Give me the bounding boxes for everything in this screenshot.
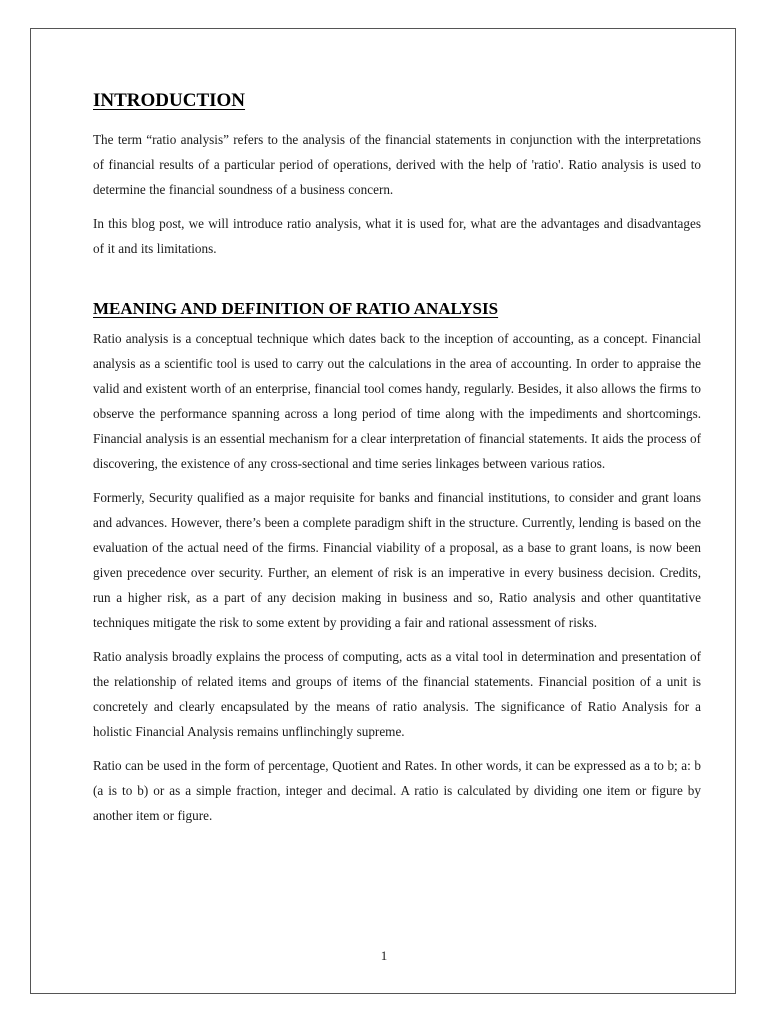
intro-paragraph-1: The term “ratio analysis” refers to the analysis of the financial statements in conjunction with the interpretations of financial results of a particular period of operations, derived with the help of 'ratio'. Ratio analysis is used to determine the financial soundness of a business concern. (93, 132, 701, 197)
section-heading-introduction: INTRODUCTION (93, 90, 246, 111)
meaning-paragraph-2: Formerly, Security qualified as a major requisite for banks and financial institutions, to consider and grant loans and advances. However, there’s been a complete paradigm shift in the structure. Currently, lending is based on the evaluation of the actual need of the firms. Financial viability of a proposal, as a base to grant loans, is now been given precedence over security. Further, an element of risk is an imperative in every business decision. Credits, run a higher risk, as a part of any decision making in business and so, Ratio analysis and other quantitative techniques mitigate the risk to some extent by providing a fair and rational assessment of risks. (93, 490, 701, 630)
meaning-paragraph-4: Ratio can be used in the form of percentage, Quotient and Rates. In other words, it can be expressed as a to b; a: b (a is to b) or as a simple fraction, integer and decimal. A ratio is calculated by dividing one item or figure by another item or figure. (93, 758, 701, 823)
section-heading-meaning: MEANING AND DEFINITION OF RATIO ANALYSIS (93, 299, 499, 318)
page-number: 1 (380, 948, 388, 963)
document-body (93, 86, 701, 837)
meaning-paragraph-1: Ratio analysis is a conceptual technique which dates back to the inception of accounting, as a concept. Financial analysis as a scientific tool is used to carry out the calculations in the area of accounting. In order to appraise the valid and existent worth of an enterprise, financial tool comes handy, regularly. Besides, it also allows the firms to observe the performance spanning across a long period of time along with the impediments and shortcomings. Financial analysis is an essential mechanism for a clear interpretation of financial statements. It aids the process of discovering, the existence of any cross-sectional and time series linkages between various ratios. (93, 331, 701, 471)
intro-paragraph-2: In this blog post, we will introduce ratio analysis, what it is used for, what are the advantages and disadvantages of it and its limitations. (93, 216, 701, 256)
meaning-paragraph-3: Ratio analysis broadly explains the process of computing, acts as a vital tool in determination and presentation of the relationship of related items and groups of items of the financial statements. Financial position of a unit is concretely and clearly encapsulated by the means of ratio analysis. The significance of Ratio Analysis for a holistic Financial Analysis remains unflinchingly supreme. (93, 649, 701, 739)
section-spacer (93, 270, 701, 296)
